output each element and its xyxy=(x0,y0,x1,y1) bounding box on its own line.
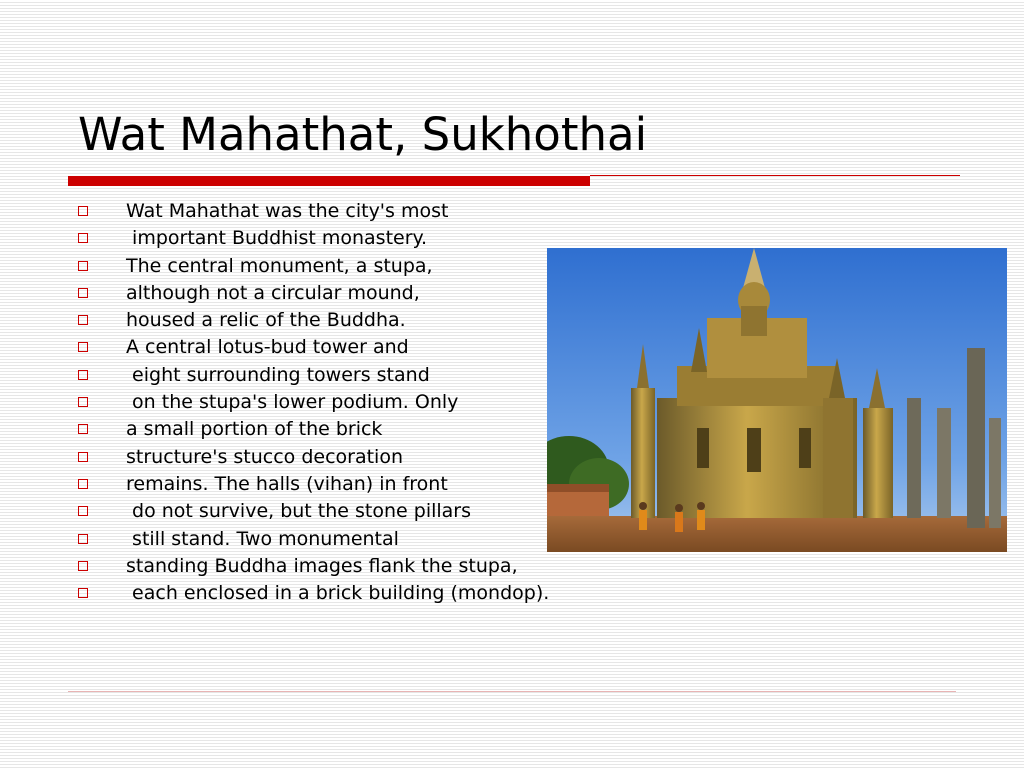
bullet-item xyxy=(76,580,549,607)
title-underline-thin xyxy=(590,175,960,176)
hollow-square-bullet-icon xyxy=(78,315,88,325)
temple-photo-illustration xyxy=(547,248,1007,552)
bullet-item xyxy=(76,526,549,553)
bullet-item xyxy=(76,389,549,416)
hollow-square-bullet-icon xyxy=(78,452,88,462)
hollow-square-bullet-icon xyxy=(78,588,88,598)
bullet-item xyxy=(76,416,549,443)
bullet-text: each enclosed in a brick building (mondop). xyxy=(126,582,550,605)
bullet-text: a small portion of the brick xyxy=(126,418,383,441)
bullet-text: standing Buddha images flank the stupa, xyxy=(126,554,518,577)
hollow-square-bullet-icon xyxy=(78,479,88,489)
bullet-text: A central lotus-bud tower and xyxy=(126,336,409,359)
bullet-text: although not a circular mound, xyxy=(126,281,420,304)
bullet-item xyxy=(76,444,549,471)
bullet-item xyxy=(76,280,549,307)
bullet-item xyxy=(76,225,549,252)
bullet-text: on the stupa's lower podium. Only xyxy=(126,391,459,414)
hollow-square-bullet-icon xyxy=(78,534,88,544)
bullet-item xyxy=(76,253,549,280)
slide-title: Wat Mahathat, Sukhothai xyxy=(78,108,648,161)
bullet-text: eight surrounding towers stand xyxy=(126,363,430,386)
title-underline-thick xyxy=(68,176,590,186)
bullet-text: housed a relic of the Buddha. xyxy=(126,309,406,332)
hollow-square-bullet-icon xyxy=(78,342,88,352)
bullet-text: remains. The halls (vihan) in front xyxy=(126,472,448,495)
bullet-item xyxy=(76,471,549,498)
bullet-text: still stand. Two monumental xyxy=(126,527,399,550)
bullet-item xyxy=(76,334,549,361)
bullet-text: structure's stucco decoration xyxy=(126,445,404,468)
bullet-text: do not survive, but the stone pillars xyxy=(126,500,472,523)
hollow-square-bullet-icon xyxy=(78,424,88,434)
temple-photo xyxy=(547,248,1007,552)
hollow-square-bullet-icon xyxy=(78,561,88,571)
hollow-square-bullet-icon xyxy=(78,397,88,407)
bullet-item xyxy=(76,362,549,389)
bullet-item xyxy=(76,198,549,225)
hollow-square-bullet-icon xyxy=(78,506,88,516)
bullet-list xyxy=(76,198,549,607)
hollow-square-bullet-icon xyxy=(78,261,88,271)
bullet-text: important Buddhist monastery. xyxy=(126,227,428,250)
bullet-item xyxy=(76,498,549,525)
footer-divider xyxy=(68,691,956,692)
bullet-text: Wat Mahathat was the city's most xyxy=(126,200,449,222)
bullet-text: The central monument, a stupa, xyxy=(126,254,433,277)
hollow-square-bullet-icon xyxy=(78,370,88,380)
bullet-item xyxy=(76,553,549,580)
hollow-square-bullet-icon xyxy=(78,288,88,298)
hollow-square-bullet-icon xyxy=(78,233,88,243)
bullet-item xyxy=(76,307,549,334)
hollow-square-bullet-icon xyxy=(78,206,88,216)
